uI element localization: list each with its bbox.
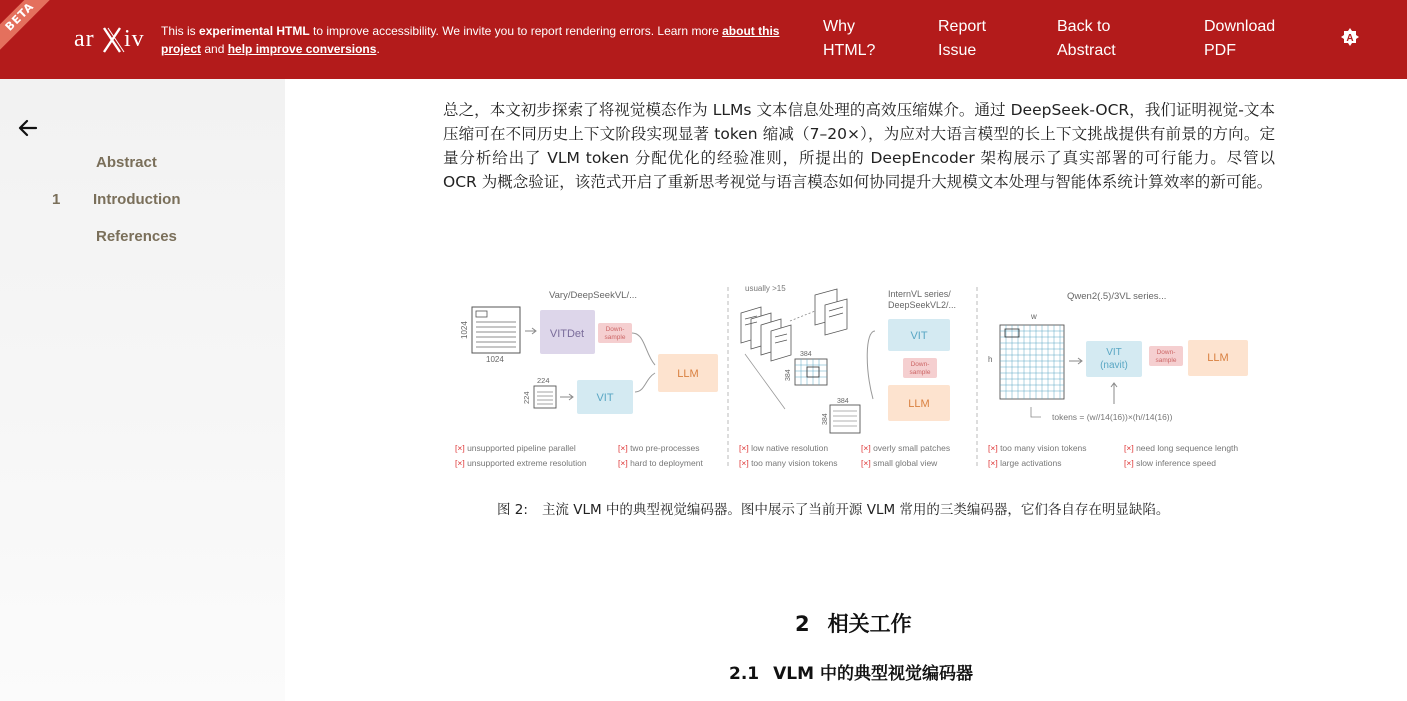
panel3-issue-3: [×] need long sequence length [1124, 443, 1239, 453]
panel2-dim-b: 384 [785, 369, 792, 381]
panel1-small-document-icon [534, 386, 556, 408]
toc-item-references[interactable]: References [96, 228, 177, 245]
subsection-number: 2.1 [729, 664, 760, 684]
caption-label: 图 2: [497, 502, 528, 518]
panel1-title: Vary/DeepSeekVL/... [549, 290, 638, 301]
panel2-title-line1: InternVL series/ [888, 289, 951, 299]
section-title: 相关工作 [827, 612, 912, 636]
panel2-dim-a: 384 [800, 351, 812, 358]
toc-item-introduction[interactable]: Introduction [93, 191, 181, 208]
panel2-vit-label: VIT [910, 330, 928, 342]
panel2-document-icon [830, 405, 860, 433]
panel2-grid-icon [795, 359, 827, 385]
panel2-issue-1: [×] low native resolution [739, 443, 829, 453]
panel3-down-line1: Down- [1156, 349, 1176, 356]
panel3-h-label: h [988, 355, 993, 364]
panel2-down-line1: Down- [910, 361, 930, 368]
figure-caption [497, 500, 1257, 520]
panel1-vit-label: VIT [596, 392, 614, 404]
panel1-document-icon [472, 307, 520, 353]
panel1-llm-label: LLM [677, 368, 699, 380]
panel2-down-line2: sample [909, 369, 931, 376]
download-pdf-link[interactable] [1204, 15, 1275, 63]
panel2-tile-stack [741, 289, 847, 361]
download-line1: Download [1204, 18, 1276, 35]
encoder-diagram [445, 279, 1260, 474]
notice-text-mid: to improve accessibility. We invite you to report rendering errors. Learn more [309, 24, 723, 38]
caption-text: 主流 VLM 中的典型视觉编码器。图中展示了当前开源 VLM 常用的三类编码器，它们各自存在明显缺陷。 [541, 502, 1170, 518]
section-heading [795, 609, 912, 639]
panel3-issue-2: [×] large activations [988, 458, 1062, 468]
panel1-dim2-side: 224 [522, 391, 531, 404]
svg-text:A: A [1346, 33, 1354, 44]
panel3-down-line2: sample [1155, 357, 1177, 364]
panel2-issue-3: [×] overly small patches [861, 443, 951, 453]
panel3-llm-label: LLM [1207, 352, 1229, 364]
toc-item-abstract[interactable]: Abstract [96, 154, 157, 171]
panel3-title: Qwen2(.5)/3VL series... [1067, 291, 1167, 302]
panel2-usually-label: usually >15 [745, 284, 786, 293]
svg-text:ar: ar [74, 26, 95, 52]
help-conversions-link[interactable]: help improve conversions [227, 42, 377, 56]
panel1-down-line1: Down- [605, 326, 625, 333]
panel1-dim-side: 1024 [460, 321, 469, 339]
back-line1: Back to [1057, 18, 1111, 35]
back-to-abstract-link[interactable] [1057, 15, 1116, 63]
conclusion-paragraph: 总之，本文初步探索了将视觉模态作为 LLMs 文本信息处理的高效压缩媒介。通过 DeepSeek-OCR，我们证明视觉-文本压缩可在不同历史上下文阶段实现显著 token 缩减（7–20×），为应对大语言模型的长上下文挑战提供有前景的方向。定量分析给出了 VLM token 分配优化的经验准则，所提出的 DeepEncoder 架构展示了真实部署的可行能力。尽管以 OCR 为概念验证，该范式开启了重新思考视觉与语言模态如何协同提升大规模文本处理与智能体系统计算效率的新可能。 [443, 101, 1275, 191]
top-banner [0, 0, 1407, 79]
toc-sidebar [0, 79, 285, 701]
panel2-llm-label: LLM [908, 398, 930, 410]
toc-num-introduction: 1 [52, 191, 61, 208]
panel1-connector-bottom [635, 373, 655, 392]
panel3-vit-line1: VIT [1106, 347, 1122, 358]
panel1-down-line2: sample [604, 334, 626, 341]
panel3-w-label: w [1031, 312, 1037, 321]
experimental-notice [161, 22, 801, 58]
panel1-dim-bottom: 1024 [486, 355, 504, 364]
report-line1: Report [938, 18, 987, 35]
arxiv-logo[interactable] [74, 22, 150, 56]
why-html-line1: Why [823, 18, 855, 35]
section-number: 2 [795, 612, 810, 636]
panel2-issue-4: [×] small global view [861, 458, 938, 468]
back-line2: Abstract [1057, 42, 1116, 59]
theme-toggle-icon[interactable] [1341, 28, 1359, 46]
back-arrow-icon[interactable] [18, 119, 38, 137]
panel1-issue-3: [×] two pre-processes [618, 443, 700, 453]
panel3-grid-document-icon [1000, 325, 1064, 399]
panel2-dim-c: 384 [837, 398, 849, 405]
about-project-link[interactable]: about this project [161, 24, 780, 56]
svg-text:iv: iv [124, 26, 145, 52]
panel3-tokens-formula: tokens = (w//14(16))×(h//14(16)) [1052, 412, 1173, 422]
why-html-link[interactable] [823, 15, 875, 63]
panel2-issue-2: [×] too many vision tokens [739, 458, 838, 468]
panel2-diag-line [745, 354, 785, 409]
figure-2 [445, 279, 1260, 474]
report-line2: Issue [938, 42, 977, 59]
notice-text-end: . [376, 42, 380, 56]
panel2-dim-d: 384 [822, 413, 829, 425]
panel2-title-line2: DeepSeekVL2/... [888, 300, 957, 310]
panel2-issues [739, 443, 950, 468]
report-issue-link[interactable] [938, 15, 986, 63]
panel1-vitdet-label: VITDet [549, 328, 585, 340]
panel1-dim2-top: 224 [537, 376, 550, 385]
panel1-issue-4: [×] hard to deployment [618, 458, 703, 468]
panel3-issues [988, 443, 1238, 468]
panel2-dots [790, 311, 815, 321]
subsection-heading [729, 661, 973, 687]
panel1-issues [455, 443, 703, 468]
why-html-line2: HTML? [823, 42, 876, 59]
panel3-issue-1: [×] too many vision tokens [988, 443, 1087, 453]
notice-text: This is [161, 24, 200, 38]
panel1-issue-2: [×] unsupported extreme resolution [455, 458, 587, 468]
notice-bold: experimental HTML [199, 24, 310, 38]
subsection-title: VLM 中的典型视觉编码器 [773, 664, 973, 684]
panel3-vit-line2: (navit) [1100, 360, 1128, 371]
panel1-connector-top [632, 333, 655, 365]
notice-text-and: and [201, 42, 228, 56]
panel3-issue-4: [×] slow inference speed [1124, 458, 1216, 468]
download-line2: PDF [1204, 42, 1236, 59]
panel3-tokens-pointer [1031, 407, 1041, 417]
beta-ribbon: BETA [0, 0, 62, 59]
panel1-issue-1: [×] unsupported pipeline parallel [455, 443, 576, 453]
panel2-connector [867, 331, 875, 399]
article-body [285, 79, 1407, 701]
